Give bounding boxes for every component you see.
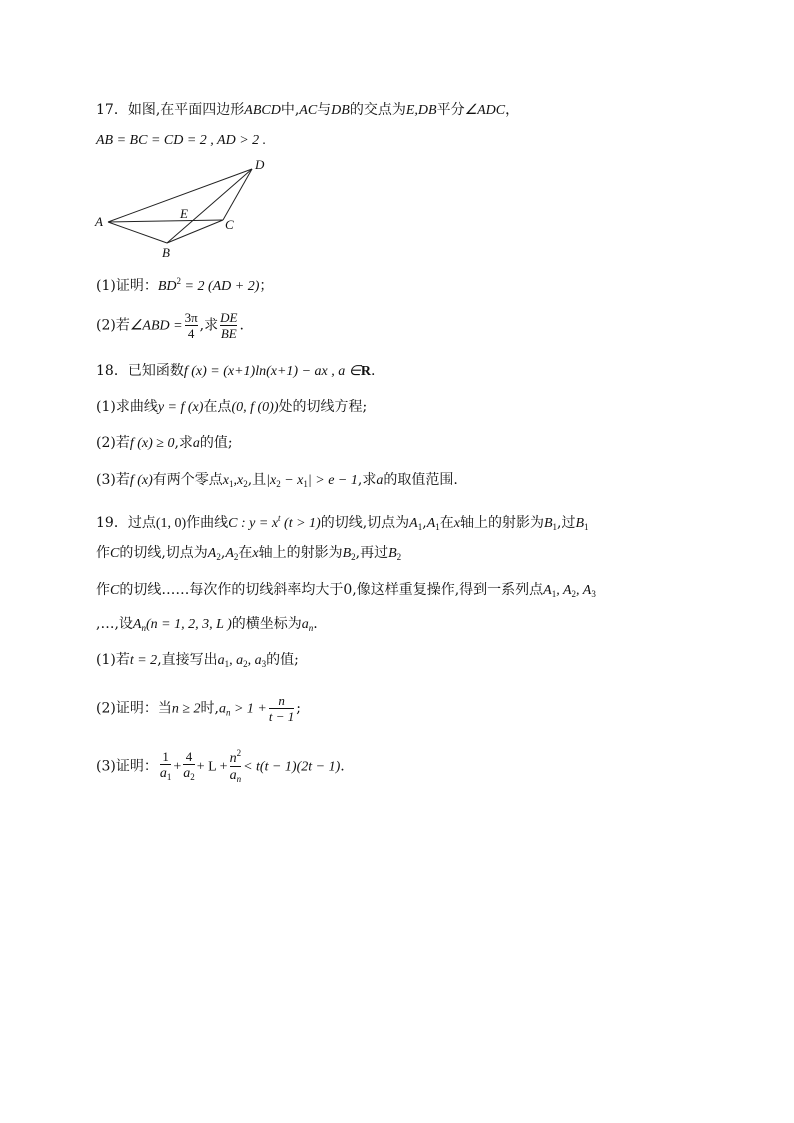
q18-p3-x1-sub: 1	[229, 479, 234, 489]
q18-part2	[96, 433, 233, 454]
q19-part2	[96, 693, 301, 724]
q18-p3-rhs: | > e − 1	[307, 473, 358, 488]
q18-p3-b: 有两个零点	[152, 472, 223, 488]
q19-l2-a2: A	[207, 546, 217, 561]
label-d: D	[255, 157, 265, 172]
q19-l4-an-point: A	[132, 617, 142, 632]
q19-l2-c: ,	[220, 545, 226, 561]
q18-p3-abs-sub1: 1	[303, 479, 308, 489]
q19-l1-b1b: B	[575, 516, 585, 531]
q17-p2-ratio	[220, 310, 237, 341]
q19-p3-f2d-wrap	[183, 764, 195, 785]
q18-p3-abs: |x	[266, 473, 277, 488]
q19-p3-a: (3)证明：	[96, 758, 158, 775]
q19-p3-rhs: < t(t − 1)(2t − 1)	[243, 759, 341, 775]
q19-sub-2d: 2	[396, 552, 402, 562]
q17-part1	[96, 271, 273, 297]
q19-l3-sep1: , A	[556, 583, 572, 598]
q19-l2-b2b: B	[388, 546, 397, 561]
q19-l3-a: 作	[96, 582, 110, 598]
q19-l2-x: x	[252, 546, 259, 561]
q17-p2-end: .	[239, 317, 244, 334]
q17-p1-bd: BD	[157, 279, 177, 294]
q18-head: 18．已知函数	[96, 363, 184, 379]
q17-in: 中,	[280, 102, 300, 118]
q19-l3-b: 的切线……每次作的切线斜率均大于0,像这样重复操作,得到一系列点	[119, 582, 544, 598]
q19-l1-pt: (1, 0)	[155, 516, 187, 531]
q19-p3-f2n: 4	[185, 748, 193, 764]
q19-l3-c-curve: C	[110, 583, 120, 598]
q19-p2-end: ;	[296, 700, 301, 717]
q19-sub-1c: 1	[552, 522, 558, 532]
q19-l1-a1: A	[409, 516, 418, 531]
q17-head: 17．如图,在平面四边形	[96, 102, 245, 118]
q19-p3-f1d-wrap	[160, 764, 172, 785]
seg-cd	[223, 169, 252, 220]
q19-l1-c: 的切线,切点为	[320, 515, 410, 531]
q19-l1-x: x	[453, 516, 460, 531]
q19-l2-b: 的切线,切点为	[119, 545, 208, 561]
q19-sub-p2: n	[225, 707, 231, 718]
q19-line2	[96, 543, 401, 567]
q18-line1	[96, 361, 376, 382]
q17-and: 与	[317, 102, 332, 118]
q19-sub-p1b: 2	[243, 659, 248, 669]
q18-p3-d: ,求	[357, 472, 377, 488]
q18-func: f (x) = (x+1)ln(x+1) − ax , a ∈	[183, 364, 361, 379]
q19-l1-b1: B	[543, 516, 553, 531]
q19-p2-frac	[269, 693, 294, 724]
q17-comma: ，	[505, 102, 520, 118]
label-e: E	[180, 206, 188, 221]
q17-figure	[92, 155, 282, 265]
q19-p3-frac2	[183, 749, 195, 785]
q17-p2-frac	[185, 310, 198, 341]
q17-p2-fden: BE	[220, 326, 237, 341]
q19-l2-a2b: A	[225, 546, 234, 561]
q19-sub-p3c: n	[236, 774, 242, 784]
q17-p2-num: 3π	[184, 310, 198, 325]
q19-l1-a: 19．过点	[96, 515, 156, 531]
q19-p1-sep2: , a	[247, 653, 262, 668]
q18-p1-c: 处的切线方程;	[278, 399, 368, 415]
q19-p1-a1: a	[217, 653, 225, 668]
seg-bc	[167, 220, 223, 243]
q18-part1	[96, 397, 367, 418]
q18-p3-a: (3)若	[96, 472, 130, 488]
q19-sub-p3b: 2	[190, 771, 195, 782]
q18-p3-x2: x	[237, 473, 244, 488]
q19-l4-n: (n = 1, 2, 3, L )	[145, 617, 232, 632]
q18-p2-c: 的值;	[199, 435, 233, 451]
q18-p3-var: a	[376, 473, 384, 488]
q19-l4-b: 的横坐标为	[231, 616, 302, 632]
q19-p3-f3d: a	[229, 768, 237, 783]
q17-p2-den: 4	[185, 325, 198, 341]
q19-p2-gt: > 1 +	[230, 701, 267, 717]
q17-db2: DB	[417, 103, 437, 118]
q18-p3-c: ,且	[247, 472, 267, 488]
q19-l2-f: ,再过	[355, 545, 389, 561]
q19-sub-4a: n	[141, 623, 146, 633]
q17-p2-fnum: DE	[220, 310, 238, 325]
q19-l1-f: 轴上的射影为	[459, 515, 544, 531]
q17-p2-prefix: (2)若	[96, 317, 130, 334]
q17-bisect: 平分	[436, 102, 465, 118]
q19-l1-curve: C : y = x	[228, 516, 279, 531]
q17-part2	[96, 310, 244, 341]
q19-l1-d: ,	[422, 515, 427, 531]
q18-p2-a: (2)若	[96, 435, 130, 451]
q19-l3-sep2: , A	[576, 583, 592, 598]
q19-l1-b: 作曲线	[186, 515, 229, 531]
q17-quad: ABCD	[244, 103, 281, 118]
q19-sub-2c: 2	[351, 552, 356, 562]
q19-sub-p3a: 1	[166, 771, 172, 782]
q18-p1-a: (1)求曲线	[96, 399, 158, 415]
q18-p3-x1: x	[222, 473, 229, 488]
label-a: A	[95, 214, 103, 229]
q19-p3-mid: + L +	[196, 759, 228, 775]
q19-l1-t: t	[278, 513, 281, 523]
q19-p3-f1n: 1	[162, 748, 169, 764]
q17-p2-ask: ,求	[199, 317, 219, 334]
q19-p3-f3d-wrap	[230, 766, 242, 787]
q17-angle: ∠ADC	[464, 103, 506, 118]
q19-part3	[96, 746, 345, 787]
q19-line1	[96, 508, 589, 537]
q17-ac: AC	[299, 103, 318, 118]
q17-p1-prefix: (1)证明：	[96, 278, 158, 294]
q19-p2-b: 时,	[200, 700, 219, 717]
q17-inter: 的交点为	[349, 102, 406, 118]
q19-p3-f1d: a	[159, 765, 167, 781]
q19-l4-a: ,…,设	[96, 616, 133, 632]
q19-p1-b: ,直接写出	[157, 652, 218, 668]
seg-ab	[108, 222, 167, 243]
q19-p3-end: .	[340, 758, 345, 775]
q19-p3-frac1	[160, 749, 172, 785]
q17-p2-angle: ∠ABD =	[129, 318, 183, 334]
q19-p1-c: 的值;	[266, 652, 299, 668]
q19-sub-3a: 1	[551, 589, 557, 599]
q18-p2-ineq: f (x) ≥ 0	[129, 436, 175, 451]
q19-sub-2a: 2	[216, 552, 221, 562]
q19-p3-plus1: +	[173, 759, 182, 775]
q18-p3-minus: − x	[280, 473, 304, 488]
q17-p1-exp: 2	[176, 276, 182, 286]
seg-ac	[108, 220, 223, 222]
q19-p1-a: (1)若	[96, 652, 130, 668]
q19-p2-a: (2)证明：当	[96, 700, 172, 717]
q19-l2-e: 轴上的射影为	[258, 545, 343, 561]
q19-sub-3b: 2	[571, 589, 577, 599]
q19-part1	[96, 650, 299, 674]
q17-conditions: AB = BC = CD = 2 , AD > 2 .	[96, 133, 267, 148]
q19-p1-t: t = 2	[129, 653, 158, 668]
q19-l2-a: 作	[96, 545, 110, 561]
q19-sub-4b: n	[308, 623, 314, 633]
q19-sub-p1a: 1	[224, 659, 230, 669]
q19-l1-cond: (t > 1)	[280, 516, 321, 531]
q19-sub-1a: 1	[417, 522, 423, 532]
label-c: C	[225, 217, 234, 232]
q18-end: .	[371, 363, 376, 379]
q18-part3	[96, 470, 458, 494]
q19-p1-sep1: , a	[229, 653, 244, 668]
q19-l2-d: 在	[238, 545, 253, 561]
q19-sub-2b: 2	[233, 552, 239, 562]
q19-l2-b2: B	[342, 546, 352, 561]
q19-l1-g: ,过	[557, 515, 576, 531]
q19-sub-1b: 1	[435, 522, 440, 532]
q19-l1-e: 在	[439, 515, 454, 531]
q19-l3-pt1: A	[543, 583, 552, 598]
q19-sub-3c: 3	[591, 589, 596, 599]
q19-p3-f3n-wrap	[230, 746, 242, 766]
q18-p3-abs-sub2: 2	[276, 479, 281, 489]
q18-p1-pt: (0, f (0))	[231, 400, 279, 415]
q17-line1	[96, 100, 519, 121]
q19-l4-an: a	[301, 617, 309, 632]
q18-p1-b: 在点	[203, 399, 232, 415]
q18-p3-sep: ,	[233, 473, 237, 488]
q18-real: R	[360, 364, 372, 379]
q18-p2-var: a	[192, 436, 200, 451]
q18-p3-e: 的取值范围.	[383, 472, 458, 488]
q19-line3	[96, 580, 596, 604]
q19-p3-f3n: n	[229, 751, 237, 766]
q19-p2-num: n	[278, 693, 285, 708]
q19-l4-end: .	[313, 616, 318, 632]
q17-e: E,	[405, 103, 418, 118]
q19-p2-n: n ≥ 2	[171, 701, 201, 717]
q19-p3-frac3	[230, 746, 242, 787]
q19-l2-c-curve: C	[110, 546, 120, 561]
q17-db: DB	[331, 103, 350, 118]
q17-p1-rhs: = 2 (AD + 2)	[181, 279, 260, 294]
q18-p3-f: f (x)	[129, 473, 153, 488]
q19-line4	[96, 614, 318, 638]
q18-p1-y: y = f (x)	[157, 400, 204, 415]
q19-p3-f2d: a	[183, 765, 191, 781]
q19-sub-1d: 1	[584, 522, 589, 532]
q17-p1-end: ；	[259, 278, 274, 294]
q19-p2-den: t − 1	[268, 709, 295, 724]
label-b: B	[162, 245, 170, 260]
q19-p2-an: a	[218, 701, 226, 717]
q19-sub-p1c: 3	[261, 659, 267, 669]
q19-l1-a1b: A	[426, 516, 436, 531]
q19-sup-p3: 2	[236, 748, 242, 758]
q18-p3-x2-sub: 2	[243, 479, 248, 489]
q18-p2-b: ,求	[174, 435, 193, 451]
